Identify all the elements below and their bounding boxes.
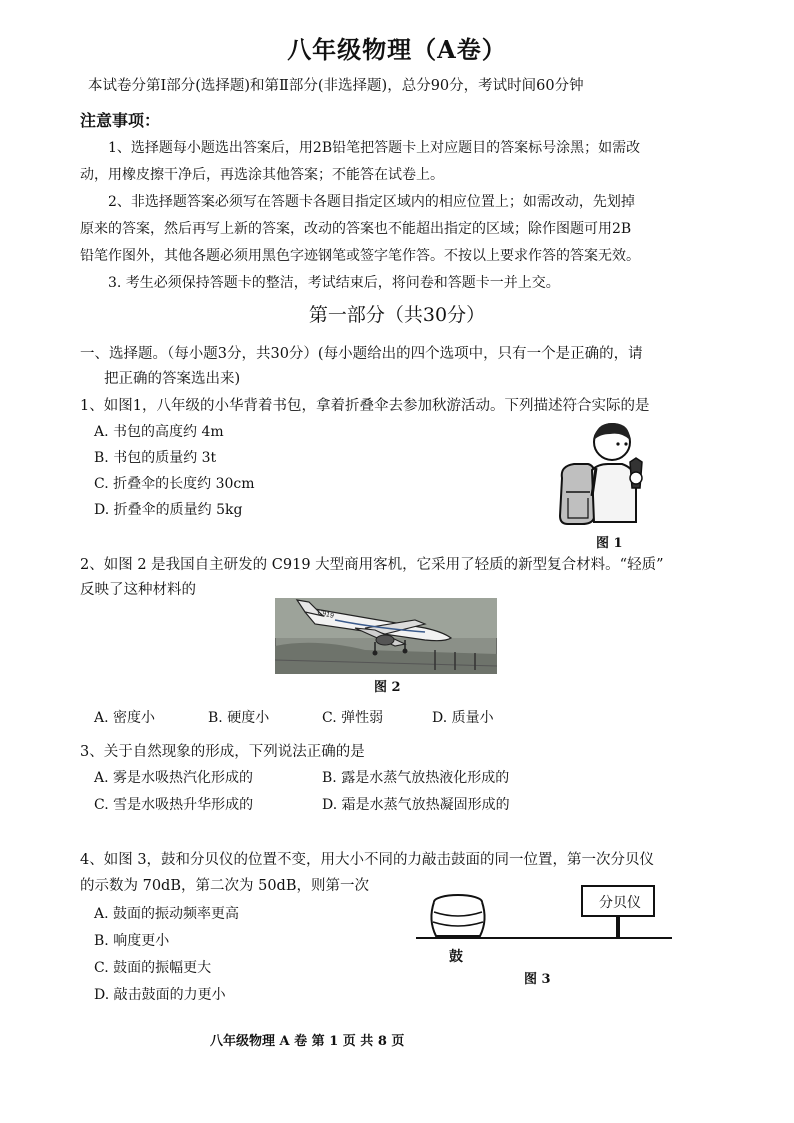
question-4-stem: 的示数为 70dB，第二次为 50dB，则第一次	[80, 878, 369, 894]
question-3-option-d: D. 霜是水蒸气放热凝固形成的	[322, 797, 510, 813]
notice-line: 原来的答案，然后再写上新的答案，改动的答案也不能超出指定的区域；除作图题可用2B	[80, 221, 632, 237]
student-figure	[552, 418, 652, 530]
question-3-stem: 3、关于自然现象的形成，下列说法正确的是	[80, 744, 365, 760]
question-4-option-a: A. 鼓面的振动频率更高	[94, 906, 240, 922]
question-1-option-a: A. 书包的高度约 4m	[94, 424, 224, 440]
question-2-option-c: C. 弹性弱	[322, 710, 384, 726]
question-3-option-b: B. 露是水蒸气放热液化形成的	[322, 770, 510, 786]
question-3-option-c: C. 雪是水吸热升华形成的	[94, 797, 254, 813]
figure-2-photo	[275, 598, 497, 674]
page-title: 八年级物理（A卷）	[287, 35, 507, 64]
question-4-option-c: C. 鼓面的振幅更大	[94, 960, 212, 976]
page-footer: 八年级物理 A 卷 第 1 页 共 8 页	[210, 1034, 405, 1049]
section-instruction: 一、选择题。（每小题3分，共30分）(每小题给出的四个选项中，只有一个是正确的，请	[80, 346, 643, 362]
question-1-stem: 1、如图1，八年级的小华背着书包，拿着折叠伞去参加秋游活动。下列描述符合实际的是	[80, 398, 650, 414]
question-2-stem: 反映了这种材料的	[80, 582, 196, 598]
notice-line: 2、非选择题答案必须写在答题卡各题目指定区域内的相应位置上；如需改动，先划掉	[108, 194, 635, 210]
question-4-stem: 4、如图 3，鼓和分贝仪的位置不变，用大小不同的力敲击鼓面的同一位置，第一次分贝仪	[80, 852, 655, 868]
figure-3-caption: 图 3	[524, 972, 551, 987]
notice-line: 3. 考生必须保持答题卡的整洁，考试结束后，将问卷和答题卡一并上交。	[108, 275, 560, 291]
notice-heading: 注意事项：	[80, 111, 161, 130]
question-2-stem: 2、如图 2 是我国自主研发的 C919 大型商用客机，它采用了轻质的新型复合材料。“轻质”	[80, 557, 664, 573]
notice-line: 铅笔作图外，其他各题必须用黑色字迹钢笔或签字笔作答。不按以上要求作答的答案无效。	[80, 248, 640, 264]
question-1-option-d: D. 折叠伞的质量约 5kg	[94, 502, 243, 518]
question-4-option-b: B. 响度更小	[94, 933, 170, 949]
decibel-meter-label: 分贝仪	[599, 895, 641, 911]
question-2-option-b: B. 硬度小	[208, 710, 270, 726]
notice-line: 1、选择题每小题选出答案后，用2B铅笔把答题卡上对应题目的答案标号涂黑；如需改	[108, 140, 641, 156]
question-2-option-a: A. 密度小	[94, 710, 156, 726]
question-4-option-d: D. 敲击鼓面的力更小	[94, 987, 226, 1003]
figure-1-caption: 图 1	[596, 536, 623, 551]
notice-line: 动，用橡皮擦干净后，再选涂其他答案；不能答在试卷上。	[80, 167, 444, 183]
question-1-option-b: B. 书包的质量约 3t	[94, 450, 217, 466]
exam-info: 本试卷分第Ⅰ部分(选择题)和第Ⅱ部分(非选择题)，总分90分，考试时间60分钟	[88, 78, 584, 94]
plane-marking: C919	[316, 609, 335, 620]
figure-2-caption: 图 2	[374, 680, 401, 695]
drum-label: 鼓	[449, 949, 463, 965]
section-title: 第一部分（共30分）	[308, 304, 486, 326]
section-instruction: 把正确的答案选出来)	[104, 371, 241, 387]
question-2-option-d: D. 质量小	[432, 710, 494, 726]
question-3-option-a: A. 雾是水吸热汽化形成的	[94, 770, 254, 786]
question-1-option-c: C. 折叠伞的长度约 30cm	[94, 476, 255, 492]
